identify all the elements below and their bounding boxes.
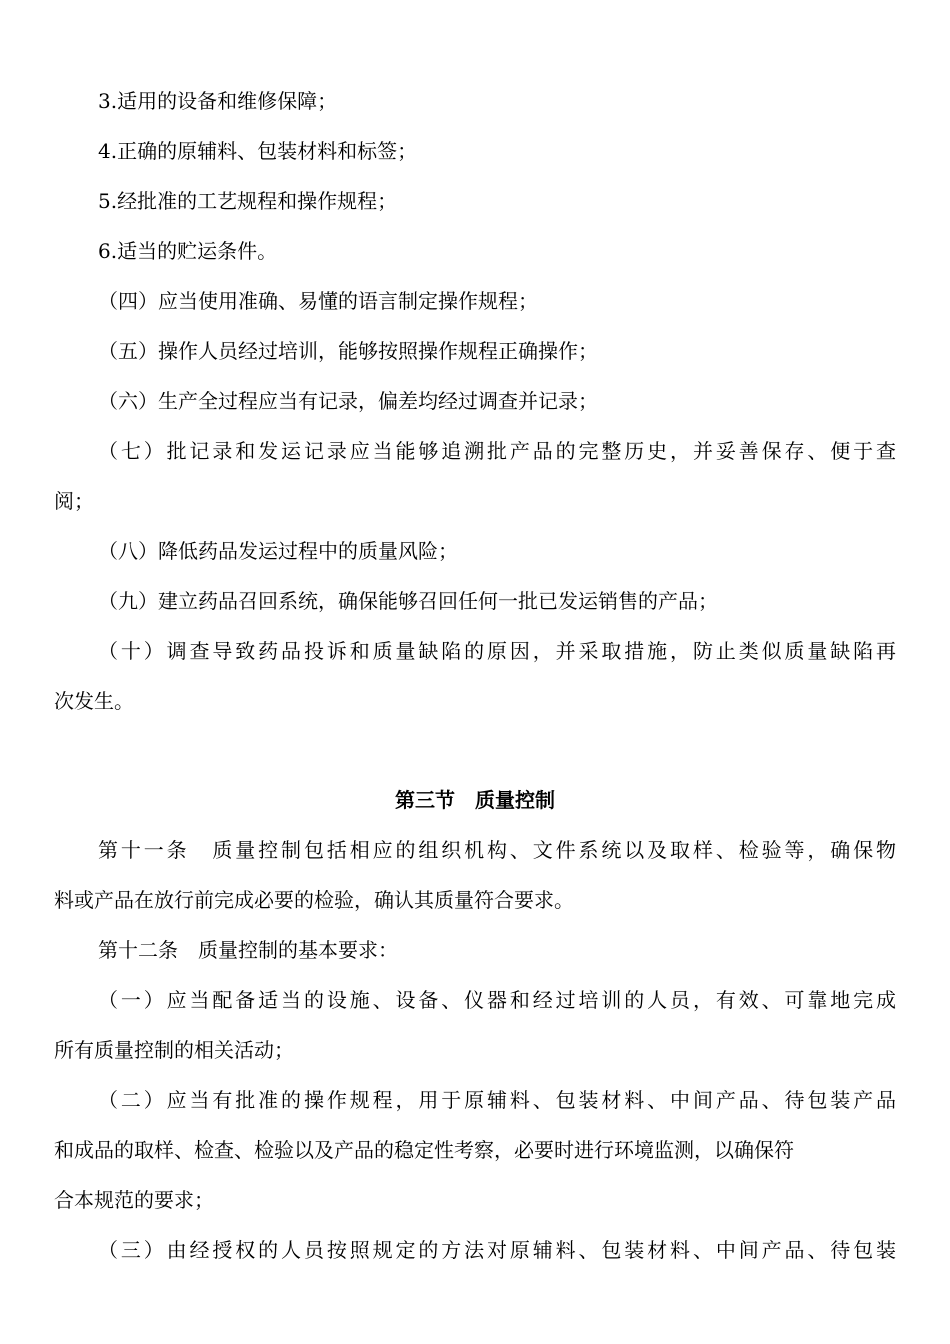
clause-7-line-1: （七）批记录和发运记录应当能够追溯批产品的完整历史，并妥善保存、便于查 xyxy=(98,439,896,463)
clause-9: （九）建立药品召回系统，确保能够召回任何一批已发运销售的产品； xyxy=(98,589,718,613)
qc-item-3-line-1: （三）由经授权的人员按照规定的方法对原辅料、包装材料、中间产品、待包装 xyxy=(98,1238,896,1262)
clause-8: （八）降低药品发运过程中的质量风险； xyxy=(98,539,458,563)
qc-item-1-line-2: 所有质量控制的相关活动； xyxy=(54,1038,294,1062)
clause-10-line-1: （十）调查导致药品投诉和质量缺陷的原因，并采取措施，防止类似质量缺陷再 xyxy=(98,639,896,663)
article-12-title: 第十二条 质量控制的基本要求： xyxy=(98,938,398,962)
article-11-line-2: 料或产品在放行前完成必要的检验，确认其质量符合要求。 xyxy=(54,888,574,912)
clause-10-line-2: 次发生。 xyxy=(54,689,134,713)
item-5-procedures: 5.经批准的工艺规程和操作规程； xyxy=(98,189,398,213)
clause-4: （四）应当使用准确、易懂的语言制定操作规程； xyxy=(98,289,538,313)
item-6-storage: 6.适当的贮运条件。 xyxy=(98,239,278,263)
clause-7-line-2: 阅； xyxy=(54,489,94,513)
item-4-materials: 4.正确的原辅料、包装材料和标签； xyxy=(98,139,418,163)
article-11-line-1: 第十一条 质量控制包括相应的组织机构、文件系统以及取样、检验等，确保物 xyxy=(98,838,896,862)
item-3-equipment: 3.适用的设备和维修保障； xyxy=(98,89,338,113)
clause-6: （六）生产全过程应当有记录，偏差均经过调查并记录； xyxy=(98,389,598,413)
qc-item-2-line-1: （二）应当有批准的操作规程，用于原辅料、包装材料、中间产品、待包装产品 xyxy=(98,1088,896,1112)
section-heading: 第三节 质量控制 xyxy=(395,788,555,812)
clause-5: （五）操作人员经过培训，能够按照操作规程正确操作； xyxy=(98,339,598,363)
qc-item-1-line-1: （一）应当配备适当的设施、设备、仪器和经过培训的人员，有效、可靠地完成 xyxy=(98,988,896,1012)
qc-item-2-line-3: 合本规范的要求； xyxy=(54,1188,214,1212)
qc-item-2-line-2: 和成品的取样、检查、检验以及产品的稳定性考察，必要时进行环境监测，以确保符 xyxy=(54,1138,794,1162)
